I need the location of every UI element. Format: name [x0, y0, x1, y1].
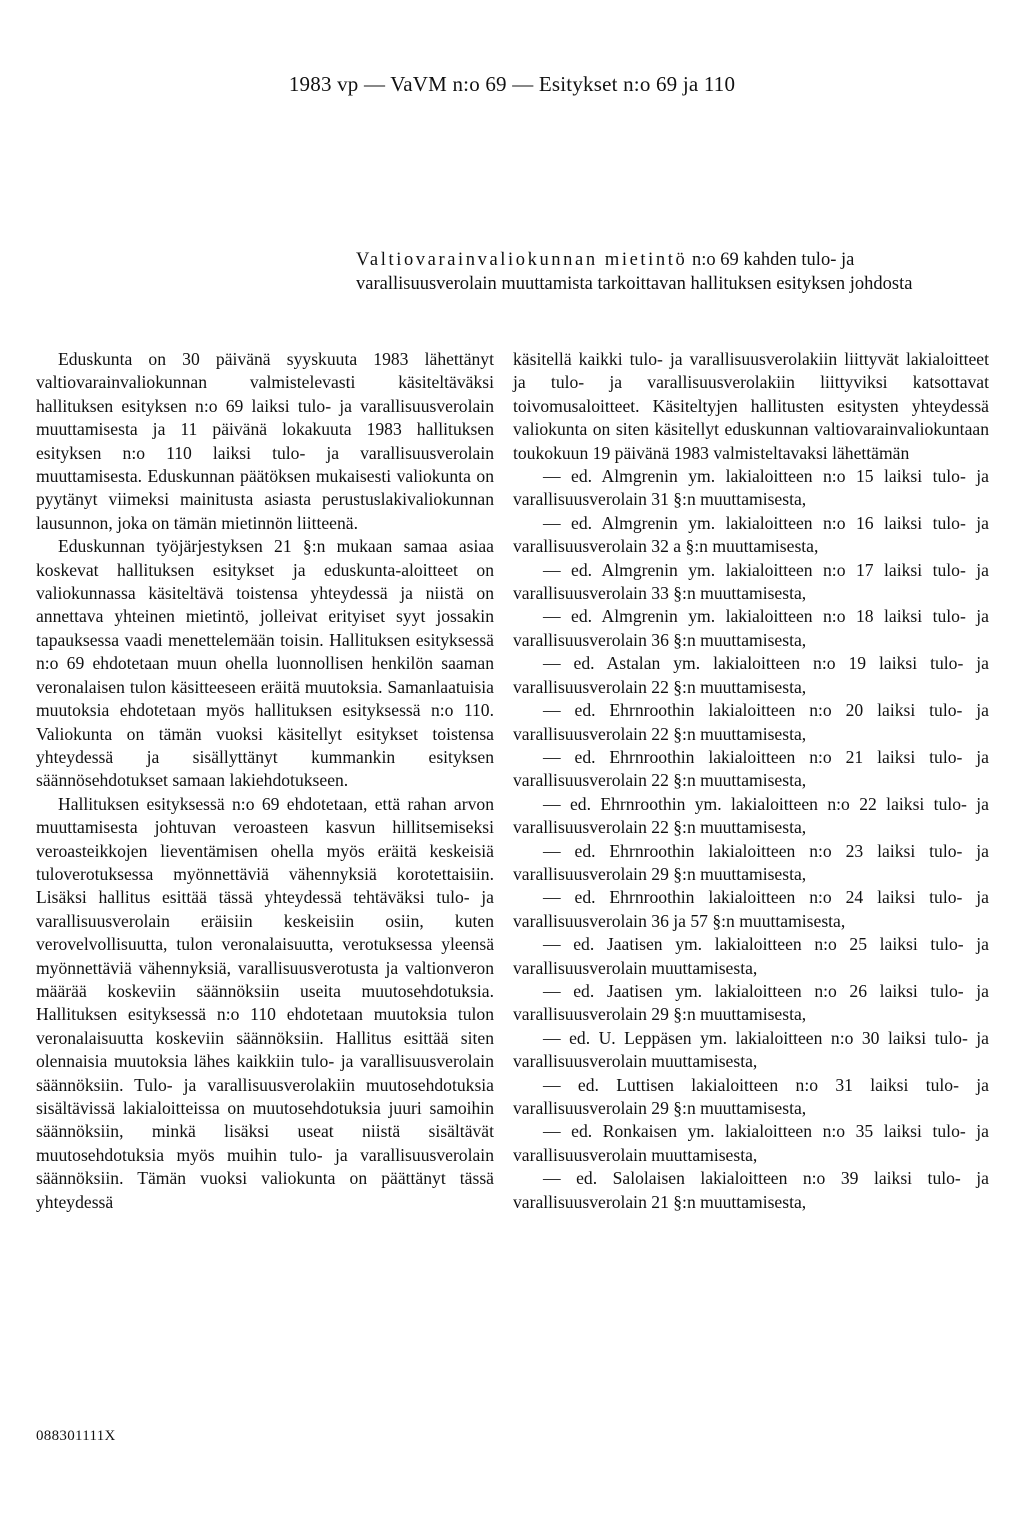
- body-paragraph: Hallituksen esityksessä n:o 69 ehdotetaan, että rahan arvon muuttamisesta johtuvan veroasteen kasvun hillitsemiseksi veroasteikkojen lieventämisen ohella myös eräitä keskeisiä tuloverotuksessa myönnettäviä vähennyksiä korotettaisiin. Lisäksi hallitus esittää tässä yhteydessä tehtäväksi tulo- ja varallisuusverolain eräisiin keskeisiin osiin, kuten verovelvollisuutta, tulon veronalaisuutta, verotuksessa yleensä myönnettäviä vähennyksiä, varallisuusverotusta ja valtionveron määrää koskeviin säännöksiin useita muutosehdotuksia. Hallituksen esityksessä n:o 110 ehdotetaan muutoksia tulon veronalaisuutta koskeviin säännöksiin. Hallitus esittää siten olennaisia muutoksia lähes kaikkiin tulo- ja varallisuusverolain säännöksiin. Tulo- ja varallisuusverolakiin muutosehdotuksia sisältävissä lakialoitteissa on muutosehdotuksia juuri samoihin säännöksiin, minkä lisäksi useat niistä sisältävät muutosehdotuksia myös muihin tulo- ja varallisuusverolain säännöksiin. Tämän vuoksi valiokunta on päättänyt tässä yhteydessä: [36, 793, 494, 1212]
- list-item: — ed. Jaatisen ym. lakialoitteen n:o 25 laiksi tulo- ja varallisuusverolain muuttamisesta,: [513, 934, 989, 978]
- document-code: 088301111X: [36, 1428, 116, 1444]
- body-paragraph: Eduskunnan työjärjestyksen 21 §:n mukaan samaa asiaa koskevat hallituksen esitykset ja eduskunta-aloitteet on valiokunnassa käsiteltävä toistensa yhteydessä ja niistä on annettava yhteinen mietintö, jolleivat erityiset syyt jossakin tapauksessa vaadi menettelemään toisin. Hallituksen esityksessä n:o 69 ehdotetaan muun ohella luonnollisen henkilön saaman veronalaisen tulon käsitteeseen eräitä muutoksia. Samanlaatuisia muutoksia ehdotetaan myös hallituksen esityksessä n:o 110. Valiokunta on tämän vuoksi käsitellyt esitykset toistensa yhteydessä ja sisällyttänyt kummankin esityksen säännösehdotukset samaan lakiehdotukseen.: [36, 536, 494, 791]
- list-item: — ed. Ronkaisen ym. lakialoitteen n:o 35 laiksi tulo- ja varallisuusverolain muuttamisesta,: [513, 1121, 989, 1165]
- list-item: — ed. Ehrnroothin lakialoitteen n:o 24 laiksi tulo- ja varallisuusverolain 36 ja 57 §:n muuttamisesta,: [513, 887, 989, 931]
- body-paragraph: käsitellä kaikki tulo- ja varallisuusverolakiin liittyvät lakialoitteet ja tulo- ja varallisuusverolakiin liittyviksi katsottavat toivomusaloitteet. Käsiteltyjen hallitusten esitysten yhteydessä valiokunta on siten käsitellyt eduskunnan valtiovarainvaliokuntaan toukokuun 19 päivänä 1983 valmisteltavaksi lähettämän: [513, 349, 989, 463]
- list-item: — ed. Ehrnroothin ym. lakialoitteen n:o 22 laiksi tulo- ja varallisuusverolain 22 §:n muuttamisesta,: [513, 793, 989, 838]
- list-item: — ed. Almgrenin ym. lakialoitteen n:o 16 laiksi tulo- ja varallisuusverolain 32 a §:n muuttamisesta,: [513, 512, 989, 557]
- list-item: — ed. Ehrnroothin lakialoitteen n:o 23 laiksi tulo- ja varallisuusverolain 29 §:n muuttamisesta,: [513, 840, 989, 884]
- report-title: [356, 248, 988, 296]
- list-item: — ed. Almgrenin ym. lakialoitteen n:o 18 laiksi tulo- ja varallisuusverolain 36 §:n muuttamisesta,: [513, 606, 989, 650]
- report-title-rest: n:o 69 kahden tulo- ja varallisuusverolain muuttamista tarkoittavan hallituksen esityksen johdosta: [356, 250, 913, 294]
- left-column: [36, 348, 494, 1214]
- list-item: — ed. Salolaisen lakialoitteen n:o 39 laiksi tulo- ja varallisuusverolain 21 §:n muuttamisesta,: [513, 1168, 989, 1212]
- list-item: — ed. Astalan ym. lakialoitteen n:o 19 laiksi tulo- ja varallisuusverolain 22 §:n muuttamisesta,: [513, 653, 989, 697]
- list-item: — ed. Jaatisen ym. lakialoitteen n:o 26 laiksi tulo- ja varallisuusverolain 29 §:n muuttamisesta,: [513, 980, 989, 1025]
- body-paragraph: Eduskunta on 30 päivänä syyskuuta 1983 lähettänyt valtiovarainvaliokunnan valmistelevasti käsiteltäväksi hallituksen esityksen n:o 69 laiksi tulo- ja varallisuusverolain muuttamisesta ja 11 päivänä lokakuuta 1983 hallituksen esityksen n:o 110 laiksi tulo- ja varallisuusverolain muuttamisesta. Eduskunnan päätöksen mukaisesti valiokunta on pyytänyt viimeksi mainitusta asiasta perustuslakivaliokunnan lausunnon, joka on tämän mietinnön liitteenä.: [36, 349, 494, 533]
- list-item: — ed. U. Leppäsen ym. lakialoitteen n:o 30 laiksi tulo- ja varallisuusverolain muuttamisesta,: [513, 1027, 989, 1072]
- list-item: — ed. Almgrenin ym. lakialoitteen n:o 15 laiksi tulo- ja varallisuusverolain 31 §:n muuttamisesta,: [513, 466, 989, 510]
- list-item: — ed. Ehrnroothin lakialoitteen n:o 21 laiksi tulo- ja varallisuusverolain 22 §:n muuttamisesta,: [513, 746, 989, 791]
- list-item: — ed. Almgrenin ym. lakialoitteen n:o 17 laiksi tulo- ja varallisuusverolain 33 §:n muuttamisesta,: [513, 559, 989, 604]
- right-column: [513, 348, 989, 1214]
- list-item: — ed. Ehrnroothin lakialoitteen n:o 20 laiksi tulo- ja varallisuusverolain 22 §:n muuttamisesta,: [513, 700, 989, 744]
- report-title-lead: Valtiovarainvaliokunnan mietintö: [356, 250, 688, 270]
- page-header: 1983 vp — VaVM n:o 69 — Esitykset n:o 69 ja 110: [288, 72, 736, 96]
- list-item: — ed. Luttisen lakialoitteen n:o 31 laiksi tulo- ja varallisuusverolain 29 §:n muuttamisesta,: [513, 1074, 989, 1118]
